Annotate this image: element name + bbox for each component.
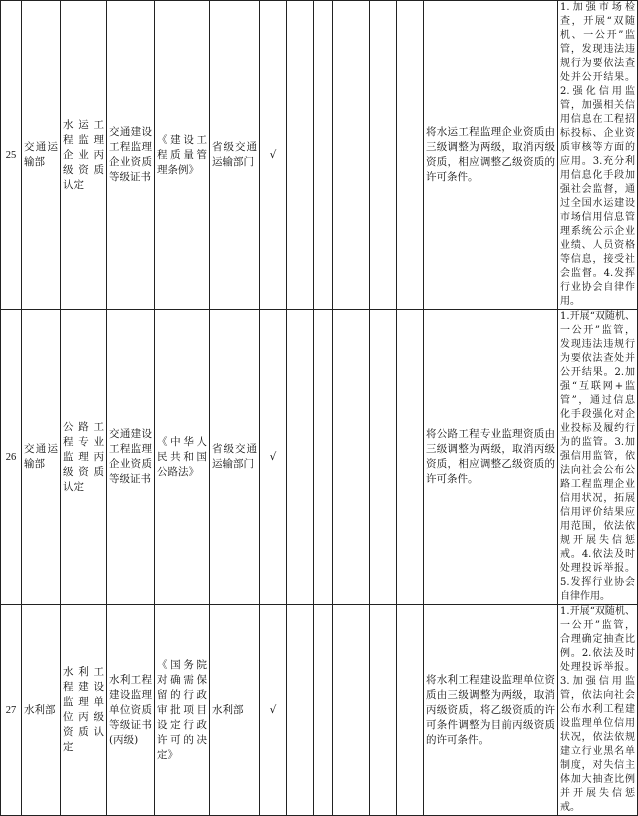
empty-cell: [333, 310, 370, 605]
empty-cell: [287, 605, 314, 816]
empty-cell: [397, 1, 424, 310]
table-row: [1, 1, 638, 310]
item-name: 水运工程监理企业丙级资质认定: [61, 1, 107, 310]
department: 水利部: [22, 605, 61, 816]
empty-cell: [397, 605, 424, 816]
supervision-measures: 1.开展“双随机、一公开”监管，发现违法违规行为要依法查处并公开结果。2.加强“互联网+监管”，通过信息化手段强化对企业投标及履约行为的监管。3.加强信用监管，依法向社会公布公路工程监理企业信用状况，拓展信用评价结果应用范围，依法依规开展失信惩戒。4.依法及时处理投诉举报。5.发挥行业协会自律作用。: [558, 310, 638, 605]
check-mark: √: [260, 1, 287, 310]
empty-cell: [333, 605, 370, 816]
check-mark: √: [260, 310, 287, 605]
certificate-name: 水利工程建设监理单位资质等级证书(丙级): [107, 605, 155, 816]
table-row: [1, 310, 638, 605]
approving-agency: 省级交通运输部门: [210, 310, 260, 605]
certificate-name: 交通建设工程监理企业资质等级证书: [107, 1, 155, 310]
empty-cell: [370, 605, 397, 816]
legal-basis: 《中华人民共和国公路法》: [155, 310, 210, 605]
row-number: 25: [1, 1, 22, 310]
empty-cell: [370, 310, 397, 605]
approving-agency: 省级交通运输部门: [210, 1, 260, 310]
item-name: 水利工程建设监理单位丙级资质认定: [61, 605, 107, 816]
empty-cell: [314, 1, 333, 310]
empty-cell: [370, 1, 397, 310]
supervision-measures: 1.开展“双随机、一公开”监管，合理确定抽查比例。2.依法及时处理投诉举报。3.加强信用监管，依法向社会公布水利工程建设监理单位信用状况，依法依规建立行业黑名单制度，对失信主体加大抽查比例并开展失信惩戒。: [558, 605, 638, 816]
row-number: 27: [1, 605, 22, 816]
empty-cell: [314, 310, 333, 605]
empty-cell: [287, 310, 314, 605]
supervision-measures: 1.加强市场检查，开展“双随机、一公开”监管，发现违法违规行为要依法查处并公开结果。2.强化信用监管，加强相关信用信息在工程招标投标、企业资质审核等方面的应用。3.充分利用信息化手段加强社会监督，通过全国水运建设市场信用信息管理系统公示企业业绩、人员资格等信息，接受社会监督。4.发挥行业协会自律作用。: [558, 1, 638, 310]
approving-agency: 水利部: [210, 605, 260, 816]
check-mark: √: [260, 605, 287, 816]
table-row: [1, 605, 638, 816]
empty-cell: [287, 1, 314, 310]
legal-basis: 《建设工程质量管理条例》: [155, 1, 210, 310]
certificate-name: 交通建设工程监理企业资质等级证书: [107, 310, 155, 605]
legal-basis: 《国务院对确需保留的行政审批项目设定行政许可的决定》: [155, 605, 210, 816]
reform-content: 将公路工程专业监理资质由三级调整为两级，取消丙级资质，相应调整乙级资质的许可条件。: [424, 310, 558, 605]
reform-content: 将水利工程建设监理单位资质由三级调整为两级，取消丙级资质，将乙级资质的许可条件调整为目前丙级资质的许可条件。: [424, 605, 558, 816]
item-name: 公路工程专业监理丙级资质认定: [61, 310, 107, 605]
department: 交通运输部: [22, 310, 61, 605]
empty-cell: [333, 1, 370, 310]
row-number: 26: [1, 310, 22, 605]
empty-cell: [314, 605, 333, 816]
empty-cell: [397, 310, 424, 605]
reform-content: 将水运工程监理企业资质由三级调整为两级，取消丙级资质，相应调整乙级资质的许可条件。: [424, 1, 558, 310]
department: 交通运输部: [22, 1, 61, 310]
